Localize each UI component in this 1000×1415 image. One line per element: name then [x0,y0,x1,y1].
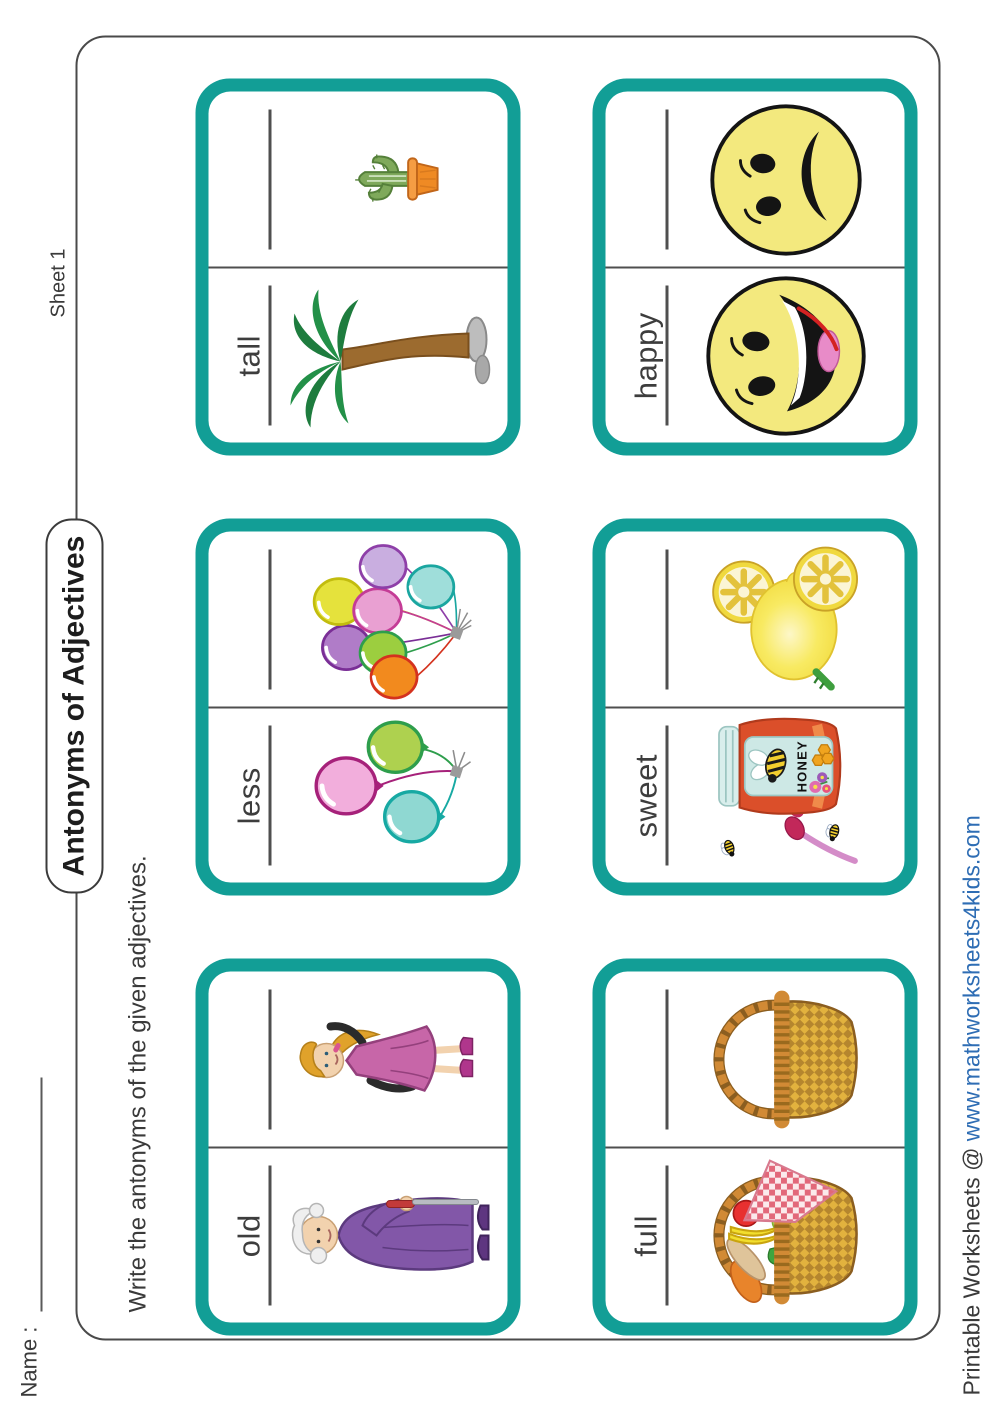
pic-zone [668,269,904,443]
card-blank-half [605,531,904,707]
bunch-of-balloons-image [301,534,477,704]
pic-zone [271,269,507,443]
pic-zone [271,1149,507,1323]
card-blank-half [208,971,507,1147]
word-label: sweet [628,753,663,837]
card-inner [208,971,507,1322]
card-labeled-half [605,1147,904,1323]
pic-zone [668,971,904,1147]
young-girl-image [290,1004,488,1114]
cactus-in-pot-image [337,137,441,221]
card-blank-half [208,531,507,707]
old-woman-image [286,1171,492,1299]
card-inner [208,531,507,882]
name-answer-line [12,1077,42,1311]
card-labeled-half [605,267,904,443]
card-old [195,958,520,1335]
palm-tree-image [288,279,490,431]
pic-zone [271,709,507,883]
word-label: less [231,766,266,824]
card-blank-half [605,971,904,1147]
card-blank-half [605,91,904,267]
card-happy [592,78,917,455]
pic-zone [271,531,507,707]
footer-attribution [958,815,985,1395]
card-labeled-half [208,267,507,443]
pic-zone [668,531,904,707]
pic-zone [668,709,904,883]
honey-label-text: HONEY [794,739,810,793]
card-inner [605,531,904,882]
lemons-image [708,533,864,705]
card-less [195,518,520,895]
honey-jar-with-bees-image [696,709,876,881]
card-inner [605,91,904,442]
instruction-text: Write the antonyms of the given adjectives. [124,854,151,1312]
card-full [592,958,917,1335]
pic-zone [271,91,507,267]
footer-site-link[interactable]: www.mathworksheets4kids.com [958,814,984,1141]
word-label: old [231,1213,266,1257]
word-label: happy [628,311,663,399]
empty-basket-image [693,974,879,1144]
card-sweet [592,518,917,895]
card-labeled-half [208,1147,507,1323]
sheet-number-label: Sheet 1 [47,248,69,317]
card-inner [605,971,904,1322]
pic-zone [668,1149,904,1323]
pic-zone [271,971,507,1147]
three-balloons-image [301,713,477,877]
name-label: Name : [16,1326,41,1397]
basket-full-of-food-image [693,1150,879,1320]
card-labeled-half [208,707,507,883]
card-blank-half [208,91,507,267]
sad-face-image [706,99,866,259]
word-label: full [628,1214,663,1257]
footer-prefix: Printable Worksheets @ [958,1140,984,1395]
pic-zone [668,91,904,267]
card-labeled-half [605,707,904,883]
word-label: tall [231,334,266,377]
page-title: Antonyms of Adjectives [45,518,103,893]
happy-face-image [701,270,871,440]
card-tall [195,78,520,455]
card-inner [208,91,507,442]
